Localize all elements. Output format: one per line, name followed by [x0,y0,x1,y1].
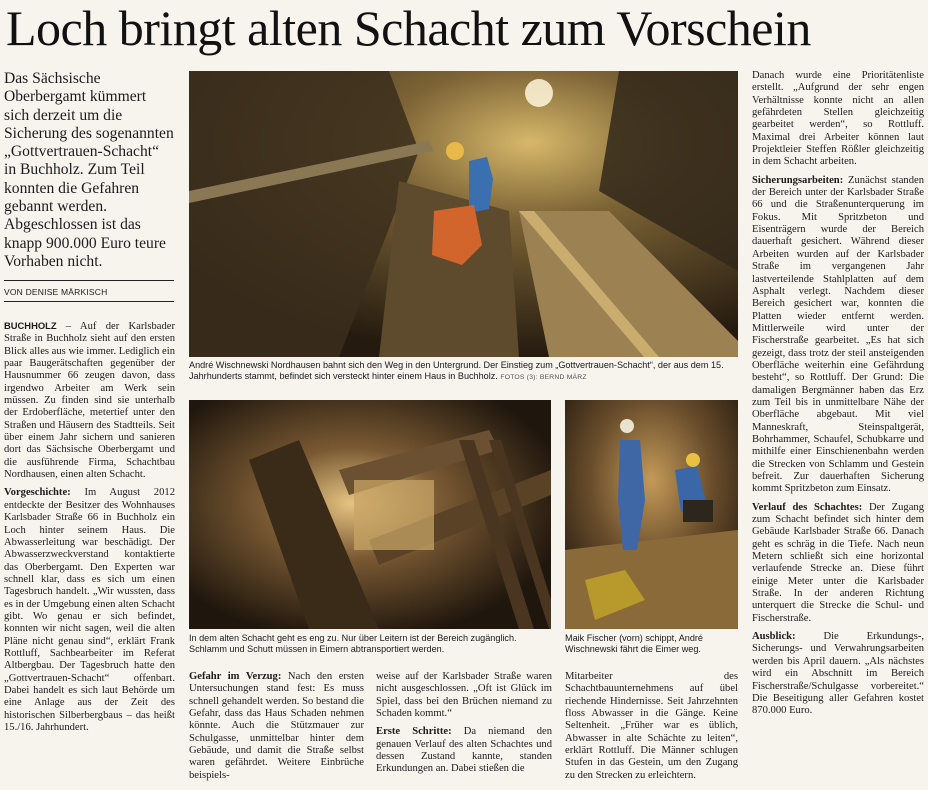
paragraph-text: Nach den ersten Untersuchungen stand fest: Es muss schnell gehandelt werden. So bestand die Gefahr, dass das Haus Schaden nehmen könnte. Auch die Stützmauer zur Schulgasse, unmittelbar hinter dem Gebäude, und damit die Straße selbst waren gefährdet. Weitere Einbrüche beispiels- [189,671,364,781]
subhead: Vorgeschichte: [4,487,71,499]
caption-text: André Wischnewski Nordhausen bahnt sich den Weg in den Untergrund. Der Einstieg zum „Gottvertrauen-Schacht“, der aus dem 15. Jahrhunderts stammt, befindet sich versteckt hinter einem Haus in Buchholz. [189,360,724,382]
paragraph [376,726,552,775]
mine-shaft-image [189,71,738,357]
photo-caption-left: In dem alten Schacht geht es eng zu. Nur über Leitern ist der Bereich zugänglich. Schlamm und Schutt müssen in Eimern abtransportiert werden. [189,633,517,655]
main-photo [189,71,738,357]
article-column-3 [376,671,552,790]
photo-credit: FOTOS (3): BERND MÄRZ [500,374,587,382]
shaft-ladder-image [189,400,551,629]
photo-caption-right: Maik Fischer (vorn) schippt, André Wischnewski fährt die Eimer weg. [565,633,703,655]
lead-text: Das Sächsische Oberbergamt kümmert sich derzeit um die Sicherung des sogenannten „Gottvertrauen-Schacht“ in Buchholz. Zum Teil konnten die Gefahren gebannt werden. Abgeschlossen ist das knapp 900.000 Euro teure Vorhaben nicht. [4,70,174,270]
paragraph-text: Die Erkundungs-, Sicherungs- und Verwahrungsarbeiten werden bis April dauern. „Als nächstes wird ein Abschnitt im Bereich Fischerstraße/Schulgasse vorbereitet.“ Die Beseitigung aller Gefahren kostet 870.000 Euro. [752,631,924,717]
paragraph-text: Im August 2012 entdeckte der Besitzer des Wohnhauses Karlsbader Straße 66 in Buchholz ein Loch hinter seinem Haus. Die Abwasserleitung war beschädigt. Der Abwasserzweckverstand kontaktierte das Oberbergamt. Den Experten war schnell klar, dass es sich um einen Tagesbruch handelt. „Wir wussten, dass es in der Umgebung einen alten Schacht gibt. Wo genau er sich befindet, konnten wir nicht sagen, weil die alten Pläne nicht genau sind“, erklärt Frank Rottluff, Sachbearbeiter im Referat Altbergbau. Der Tagesbruch hatte den „Gottvertrauen-Schacht“ offenbart. Dabei handelt es sich laut Behörde um eine Anlage aus der Zeit des historischen Silberbergbaus – das heißt 15./16. Jahrhundert. [4,487,175,733]
paragraph [752,631,924,717]
paragraph: Danach wurde eine Prioritätenliste erstellt. „Aufgrund der sehr engen Verhältnisse konnte nicht an allen gefährdeten Stellen gleichzeitig gearbeitet werden“, so Rottluff. Maximal drei Arbeiter können laut Projektleier Steffen Rößler gleichzeitig in dem Schacht arbeiten. [752,70,924,168]
paragraph-text: Zunächst standen der Bereich unter der Karlsbader Straße 66 und die Straßenunterquerung im Fokus. Mit Spritzbeton und Eisenträgern wurde der Bereich dauerhaft gesichert. Während dieser Arbeiten wurden auf der Karlsbader Straße im vergangenen Jahr lastverteilende Stahlplatten auf dem Asphalt verlegt. Nachdem dieser Bereich gesichert war, konnten die Platten wieder entfernt werden. Mittlerweile wird unter der Fischerstraße gearbeitet. „Es hat sich gezeigt, dass trotz der steil ansteigenden Oberfläche weiterhin eine Gefährdung besteht“, so Rottluff. Der Grund: Die damaligen Bergmänner haben das Erz zum Teil bis in unmittelbare Nähe der Oberfläche abgebaut. Mit viel Manneskraft, Steinspaltgerät, Bohrhammer, Schaufel, Schubkarre und mithilfe einer Einschienenbahn werden die Strecken von Schlamm und Gestein befreit. Zur dauerhaften Sicherung kommt Spritzbeton zum Einsatz. [752,174,924,495]
paragraph [189,671,364,782]
paragraph: weise auf der Karlsbader Straße waren nicht ausgeschlossen. „Oft ist Glück im Spiel, dass bei den Brüchen niemand zu Schaden kommt.“ [376,671,552,720]
photo-shaft-ladders [189,400,551,629]
headline: Loch bringt alten Schacht zum Vorschein [6,0,811,56]
paragraph [4,487,175,734]
paragraph-text: Der Zugang zum Schacht befindet sich hinter dem Gebäude Karlsbader Straße 66. Danach geht es schräg in die Tiefe. Nach neun Metern schließt sich eine horizontal verlaufende Strecke an. Diese führt einige Meter unter die Karlsbader Straße. In der anderen Richtung unterquert die Strecke die Schul- und Fischerstraße. [752,501,924,624]
paragraph: Mitarbeiter des Schachtbauunternehmens auf übel riechende Hindernisse. Seit Jahrzehnten floss Abwasser in die Gänge. Keine Seltenheit. „Früher war es üblich, Abwasser in alte Schächte zu leiten“, erklärt Rottluff. Die Männer schlugen Stufen in das Gestein, um den Zugang zu den Strecken zu erleichtern. [565,671,738,781]
subhead: Erste Schritte: [376,726,452,738]
article-column-1 [4,320,175,790]
paragraph [4,320,175,481]
article-column-2 [189,671,364,790]
paragraph-text: Da niemand den genauen Verlauf des alten Schachtes und dessen Zustand kannte, standen Erkundungen an. Dabei stießen die [376,726,552,775]
workers-image [565,400,738,629]
dateline: BUCHHOLZ [4,320,57,331]
subhead: Gefahr im Verzug: [189,671,282,682]
article-column-5 [752,70,924,790]
rule-above-byline [4,280,174,281]
photo-workers [565,400,738,629]
subhead: Sicherungsarbeiten: [752,174,844,186]
paragraph [752,502,924,625]
subhead: Ausblick: [752,631,796,643]
paragraph-text: – Auf der Karlsbader Straße in Buchholz sieht auf den ersten Blick alles aus wie immer. Lediglich ein paar Baugerätschaften gegenüber der Hausnummer 66 zeugen davon, dass irgendwo Arbeiter am Werk sein müssen. Zu finden sind sie unterhalb der Erdoberfläche, metertief unter den Straßen und Häusern des Stadtteils. Seit über einem Jahr sichern und sanieren dort das Sächsische Oberbergamt und die ausführende Firma, Schachtbau Nordhausen, einen alten Schacht. [4,321,175,481]
main-photo-caption [189,360,738,384]
paragraph [752,175,924,496]
byline: VON DENISE MÄRKISCH [4,287,108,297]
rule-below-byline [4,301,174,302]
article-column-4 [565,671,738,790]
subhead: Verlauf des Schachtes: [752,501,863,513]
